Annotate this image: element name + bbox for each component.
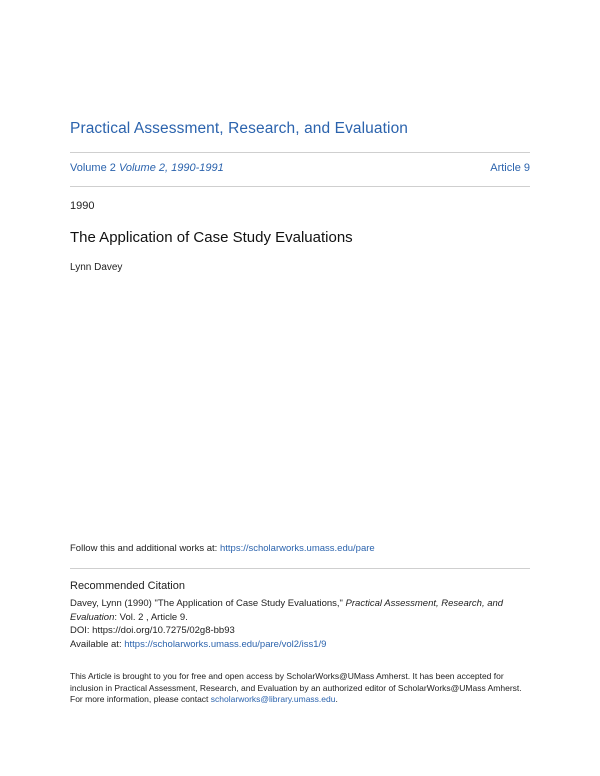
volume-issue-link[interactable]: Volume 2, 1990-1991 — [118, 162, 224, 174]
follow-line — [70, 543, 375, 554]
citation-text-before: Davey, Lynn (1990) "The Application of Case Study Evaluations," — [70, 598, 346, 609]
divider-citation — [70, 568, 530, 569]
notice-end: . — [335, 694, 338, 704]
citation-text-after: : Vol. 2 , Article 9. — [114, 611, 188, 623]
citation-text — [70, 597, 530, 624]
divider-top — [70, 152, 530, 153]
access-notice — [70, 671, 532, 706]
volume-link[interactable]: Volume 2 — [70, 162, 116, 174]
divider-middle — [70, 186, 530, 187]
follow-prefix: Follow this and additional works at: — [70, 543, 220, 554]
citation-heading: Recommended Citation — [70, 580, 185, 592]
volume-line — [70, 162, 530, 174]
available-link[interactable]: https://scholarworks.umass.edu/pare/vol2/iss1/9 — [124, 638, 327, 650]
citation-journal: Practical Assessment, Research, and Evaluation — [70, 598, 504, 623]
paper-title: The Application of Case Study Evaluations — [70, 229, 353, 246]
follow-link[interactable]: https://scholarworks.umass.edu/pare — [219, 543, 375, 554]
article-link[interactable]: Article 9 — [490, 162, 530, 174]
notice-text: This Article is brought to you for free and open access by ScholarWorks@UMass Amherst. It has been accepted for inclusion in Practical Assessment, Research, and Evaluation by an authorized editor of ScholarWorks@UMass Amherst. For more information, please contact — [70, 671, 522, 704]
author-name: Lynn Davey — [70, 262, 123, 273]
citation-available — [70, 638, 530, 652]
journal-title[interactable]: Practical Assessment, Research, and Evaluation — [70, 120, 409, 137]
citation-block — [70, 597, 530, 651]
citation-doi: DOI: https://doi.org/10.7275/02g8-bb93 — [70, 625, 235, 636]
publication-year: 1990 — [70, 200, 95, 212]
contact-email-link[interactable]: scholarworks@library.umass.edu — [210, 694, 336, 704]
available-prefix: Available at: — [70, 638, 125, 650]
